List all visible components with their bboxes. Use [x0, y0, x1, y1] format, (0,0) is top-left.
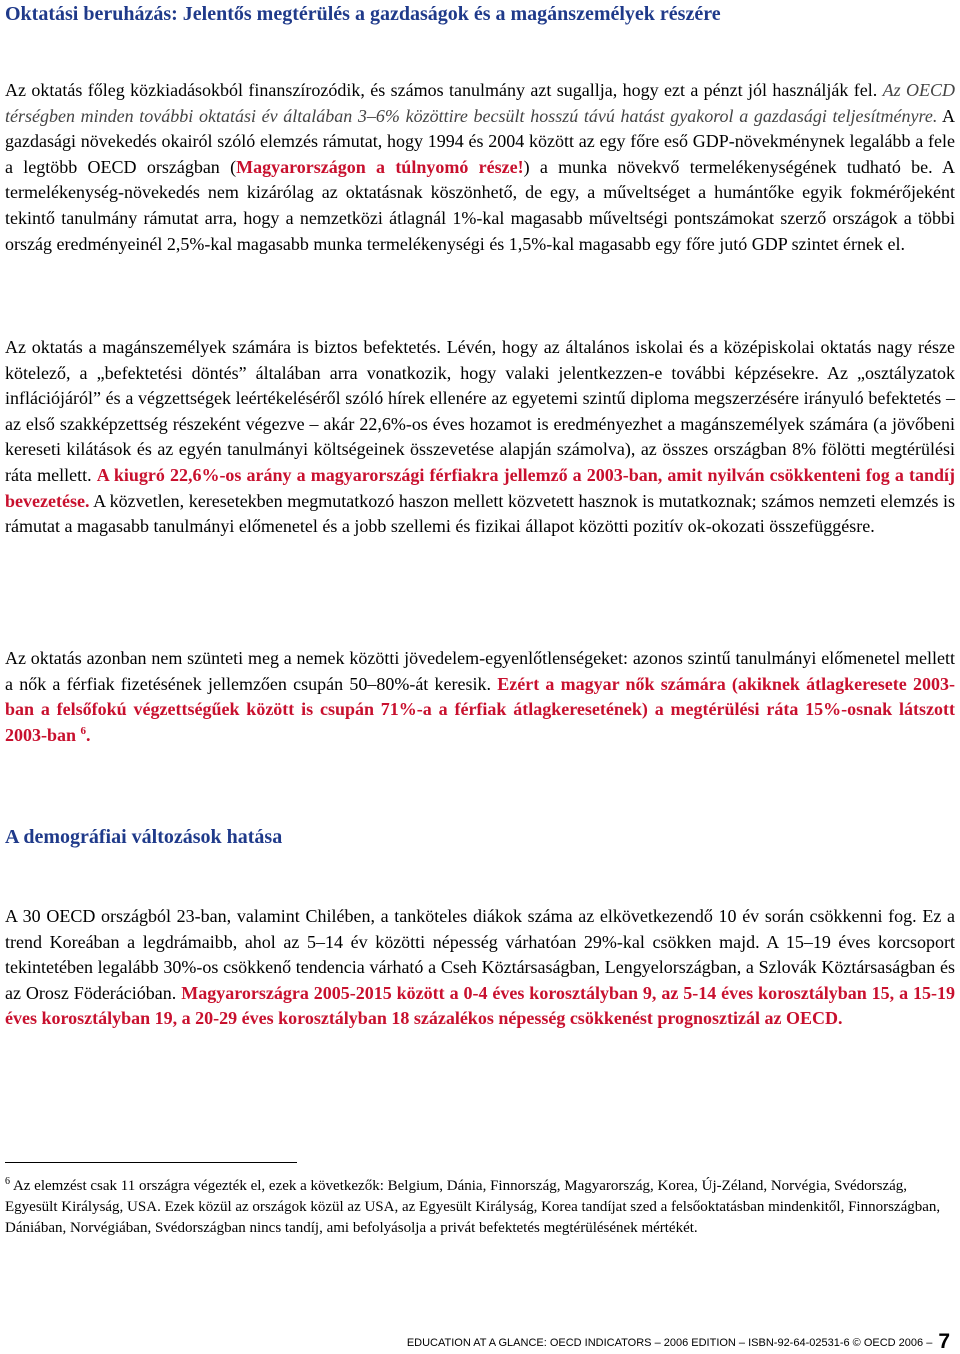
- p3-text: Az oktatás azonban nem szünteti meg a nemek közötti jövedelem-egyenlőtlenségeket: azonos szintű tanulmányi előmenetel mellett a nők a férfiak fizetésének jellemzően csupán 50–80%-át keresik.: [5, 648, 955, 694]
- page-title: Oktatási beruházás: Jelentős megtérülés a gazdaságok és a magánszemélyek részére: [5, 3, 721, 25]
- p1-highlight-hungary: Magyarországon a túlnyomó része!: [236, 156, 524, 177]
- footnote: [5, 1176, 947, 1239]
- p4-highlight: Magyarországra 2005-2015 között a 0-4 éves korosztályban 9, az 5-14 éves korosztályban 15, a 15-19 éves korosztályban 19, a 20-29 éves korosztályban 18 százalékos népesség csökkenést prognosztizál az OECD.: [5, 982, 956, 1029]
- p2-text: Az oktatás a magánszemélyek számára is biztos befektetés. Lévén, hogy az általános iskolai és a középiskolai oktatás nagy része kötelező, a „befektetési döntés” általában arra vonatkozik, hogy valaki jelentkezzen-e további képzésekre. Az „osztályzatok inflációjáról” és a végzettségek leértékeléséről szóló hírek ellenére az egyetemi szintű diploma megszerzésére irányuló befektetés – az első szakképzettség részeként végezve – akár 22,6%-os éves hozamot is eredményezhet a magánszemélyek számára (a jövőbeni kereseti kilátások és az egyén tanulmányi költségeinek összevetése alapján számolva), az összes országban 8% fölötti megtérülési ráta mellett.: [5, 337, 955, 485]
- p1-sentence-1: Az oktatás főleg közkiadásokból finanszírozódik, és számos tanulmány azt sugallja, hogy ezt a pénzt jól használják fel.: [5, 80, 878, 100]
- p2-text-2: A közvetlen, keresetekben megmutatkozó haszon mellett közvetett hasznok is mutatkoznak; számos nemzeti elemzés is rámutat a magasabb tanulmányi előmenetel és a jobb szellemi és fizikai állapot közötti pozitív ok-okozati összefüggésre.: [5, 490, 955, 537]
- paragraph-private-returns: [5, 335, 955, 540]
- p1-sentence-4: ) a munka növekvő termelékenységének tudható be. A termelékenység-növekedés nem kizárólag az oktatásnak köszönhető, de egy, a műveltséget a humántőke egyik fokmérőjeként tekintő tanulmány rámutat arra, hogy a nemzetközi átlagnál 1%-kal magasabb műveltségi pontszámokat szerző országok a többi ország eredményeinél 2,5%-kal magasabb munka termelékenységi és 1,5%-kal magasabb egy főre jutó GDP szintet érnek el.: [5, 156, 955, 254]
- p3-highlight-end: .: [86, 724, 91, 745]
- p4-text: A 30 OECD országból 23-ban, valamint Chilében, a tanköteles diákok száma az elkövetkezendő 10 év során csökkenni fog. Ez a trend Koreában a legdrámaibb, ahol az 5–14 év közötti népesség várhatóan 29%-kal csökken majd. A 15–19 éves korcsoport tekintetében legalább 30%-os csökkenő tendencia várható a Cseh Köztársaságban, Lengyelországban, a Szlovák Köztársaságban és az Orosz Föderációban.: [5, 906, 955, 1003]
- paragraph-demography: [5, 904, 955, 1032]
- footnote-reference: 6: [80, 724, 87, 737]
- paragraph-investment: [5, 78, 955, 257]
- p1-sentence-3: A gazdasági növekedés okairól szóló elemzés rámutat, hogy 1994 és 2004 között az egy főre eső GDP-növekménynek legalább a fele a legtöbb OECD országban (: [5, 105, 955, 177]
- section-title-demography: A demográfiai változások hatása: [5, 826, 283, 848]
- footnote-divider: [5, 1162, 297, 1163]
- p2-highlight: A kiugró 22,6%-os arány a magyarországi férfiakra jellemző a 2003-ban, amit nyilván csökkenteni fog a tandíj bevezetése.: [5, 464, 956, 511]
- page-number: 7: [938, 1330, 950, 1353]
- paragraph-gender-gap: [5, 646, 955, 748]
- p3-highlight-text: Ezért a magyar nők számára (akiknek átlagkeresete 2003-ban a felsőfokú végzettségűek között is csupán 71%-a a férfiak átlagkeresetének) a megtérülési ráta 15%-osnak látszott 2003-ban: [5, 673, 955, 745]
- footnote-text: Az elemzést csak 11 országra végezték el, ezek a következők: Belgium, Dánia, Finnország, Magyarország, Korea, Új-Zéland, Norvégia, Svédország, Egyesült Királyság, USA. Ezek közül az országok közül az USA, az Egyesült Királyság, Korea tandíjat szed a felsőoktatásban mindenkitől, Finnországban, Dániában, Norvégiában, Svédországban nincs tandíj, ami befolyásolja a privát befektetés megtérülésének mértékét.: [5, 1178, 941, 1236]
- footnote-marker: 6: [5, 1176, 10, 1187]
- footer-text: EDUCATION AT A GLANCE: OECD INDICATORS – 2006 EDITION – ISBN-92-64-02531-6 © OECD 2006 –: [406, 1337, 933, 1349]
- page-footer: [407, 1330, 950, 1354]
- p1-italic-sentence: Az OECD térségben minden további oktatási év általában 3–6% közöttire becsült hosszú távú hatást gyakorol a gazdasági teljesítményre.: [5, 80, 956, 126]
